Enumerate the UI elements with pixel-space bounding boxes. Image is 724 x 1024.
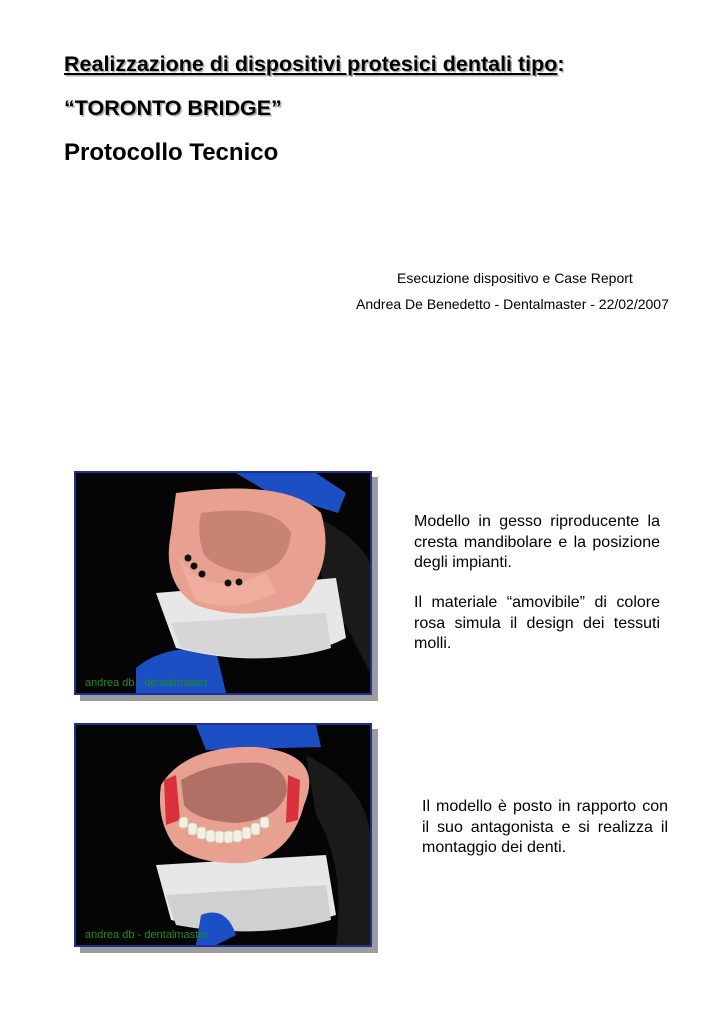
document-title-line2: “TORONTO BRIDGE” bbox=[64, 96, 282, 120]
figure-1-illustration bbox=[76, 473, 370, 693]
document-title-line1 bbox=[64, 52, 565, 77]
figure-1-paragraph-1: Modello in gesso riproducente la cresta mandibolare e la posizione degli impianti. bbox=[414, 513, 660, 571]
figure-2-photo bbox=[74, 723, 372, 947]
figure-1-paragraph-2: Il materiale “amovibile” di colore rosa simula il design dei tessuti molli. bbox=[414, 594, 660, 652]
title-underlined-text: Realizzazione di dispositivi protesici dentali tipo bbox=[64, 52, 558, 76]
info-author-date: Andrea De Benedetto - Dentalmaster - 22/02/2007 bbox=[356, 296, 669, 312]
info-description: Esecuzione dispositivo e Case Report bbox=[397, 270, 633, 286]
figure-2-illustration bbox=[76, 725, 370, 945]
title-colon: : bbox=[557, 52, 565, 76]
figure-2-watermark: andrea db - dentalmaster bbox=[85, 929, 208, 941]
figure-2-paragraph-1: Il modello è posto in rapporto con il suo antagonista e si realizza il montaggio dei denti. bbox=[422, 798, 668, 856]
document-subtitle: Protocollo Tecnico bbox=[64, 139, 279, 166]
figure-1-photo bbox=[74, 471, 372, 695]
figure-1-watermark: andrea db - dentalmaster bbox=[85, 677, 208, 689]
